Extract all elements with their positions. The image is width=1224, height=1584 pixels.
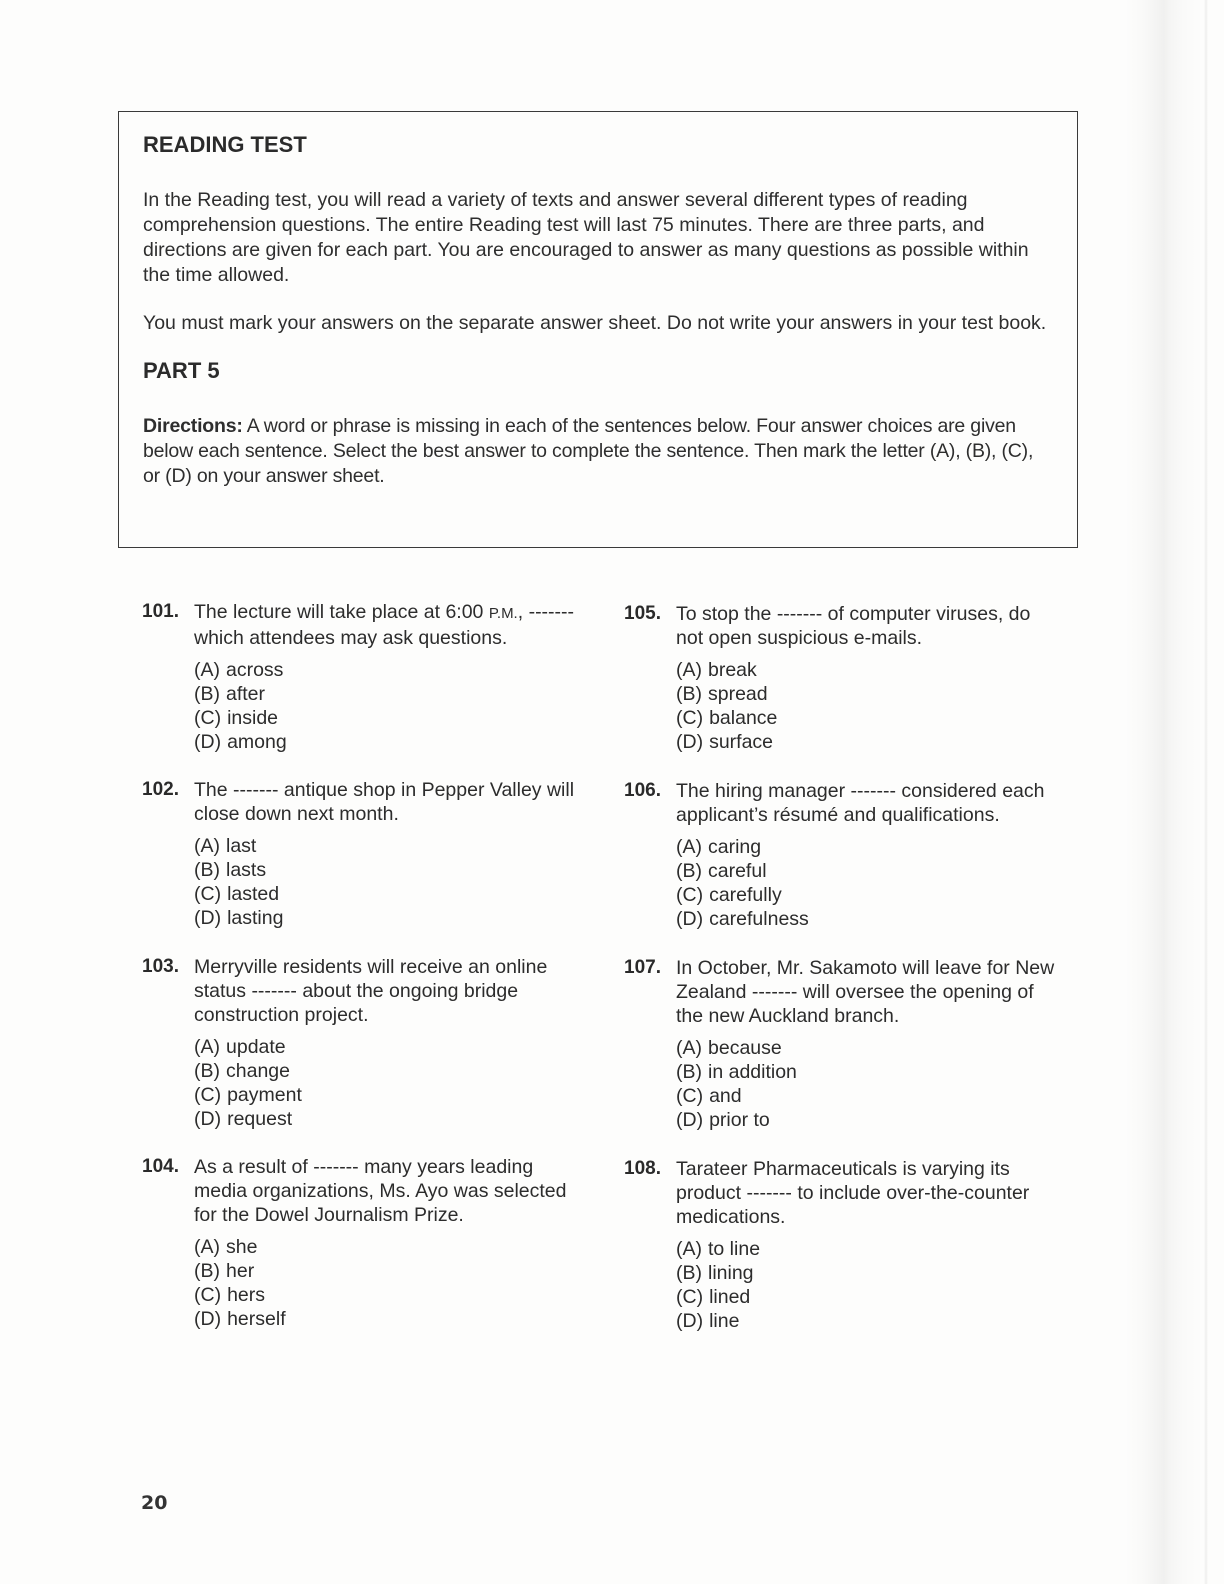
- answer-sheet-note: You must mark your answers on the separate answer sheet. Do not write your answers in your test book.: [143, 312, 1047, 334]
- option-d[interactable]: (D) lasting: [194, 907, 284, 929]
- option-d[interactable]: (D) surface: [676, 731, 774, 753]
- question-102: [140, 778, 580, 930]
- option-b[interactable]: (B) after: [194, 683, 266, 705]
- page-gutter-shadow: [1124, 0, 1224, 1584]
- question-number: 102.: [142, 779, 179, 800]
- answer-options: [194, 1035, 580, 1131]
- question-101: [140, 600, 580, 754]
- option-b[interactable]: (B) in addition: [676, 1061, 797, 1083]
- option-c[interactable]: (C) lined: [676, 1286, 751, 1308]
- part-title: PART 5: [143, 358, 220, 383]
- question-105: [622, 602, 1062, 754]
- directions-label: Directions:: [143, 415, 243, 437]
- directions: [143, 414, 1053, 489]
- question-103: [140, 955, 580, 1131]
- question-text: As a result of ------- many years leading media organizations, Ms. Ayo was selected for the Dowel Journalism Prize.: [194, 1156, 567, 1226]
- question-104: [140, 1155, 580, 1331]
- option-a[interactable]: (A) across: [194, 659, 284, 681]
- option-b[interactable]: (B) lining: [676, 1262, 754, 1284]
- answer-options: [194, 1235, 580, 1331]
- answer-options: [676, 1036, 1062, 1132]
- question-108: [622, 1157, 1062, 1333]
- option-a[interactable]: (A) caring: [676, 836, 762, 858]
- time-suffix: P.M.: [488, 605, 518, 622]
- answer-options: [676, 835, 1062, 931]
- option-a[interactable]: (A) because: [676, 1037, 782, 1059]
- page-number: 20: [141, 1492, 168, 1514]
- intro-paragraph: In the Reading test, you will read a variety of texts and answer several different types of reading comprehension questions. The entire Reading test will last 75 minutes. There are three parts, and directions are given for each part. You are encouraged to answer as many questions as possible within the time allowed.: [143, 189, 1029, 286]
- option-b[interactable]: (B) change: [194, 1060, 290, 1082]
- question-number: 107.: [624, 957, 661, 978]
- directions-text: A word or phrase is missing in each of the sentences below. Four answer choices are given below each sentence. Select the best answer to complete the sentence. Then mark the letter (A), (B), (C), or (D) on your answer sheet.: [143, 415, 1034, 487]
- option-c[interactable]: (C) hers: [194, 1284, 266, 1306]
- question-text: The ------- antique shop in Pepper Valley will close down next month.: [194, 779, 575, 825]
- question-number: 104.: [142, 1156, 179, 1177]
- option-d[interactable]: (D) among: [194, 731, 287, 753]
- option-d[interactable]: (D) request: [194, 1108, 293, 1130]
- question-number: 105.: [624, 603, 661, 624]
- option-c[interactable]: (C) inside: [194, 707, 279, 729]
- option-b[interactable]: (B) careful: [676, 860, 767, 882]
- option-b[interactable]: (B) lasts: [194, 859, 267, 881]
- option-d[interactable]: (D) carefulness: [676, 908, 809, 930]
- answer-options: [194, 658, 580, 754]
- option-a[interactable]: (A) break: [676, 659, 757, 681]
- question-text: The hiring manager ------- considered each applicant’s résumé and qualifications.: [676, 780, 1045, 826]
- answer-options: [676, 658, 1062, 754]
- question-106: [622, 779, 1062, 931]
- option-c[interactable]: (C) and: [676, 1085, 742, 1107]
- option-c[interactable]: (C) balance: [676, 707, 778, 729]
- question-number: 101.: [142, 601, 179, 622]
- option-d[interactable]: (D) herself: [194, 1308, 286, 1330]
- option-b[interactable]: (B) her: [194, 1260, 255, 1282]
- question-107: [622, 956, 1062, 1132]
- option-c[interactable]: (C) lasted: [194, 883, 280, 905]
- instructions-box: [118, 111, 1078, 548]
- question-text: In October, Mr. Sakamoto will leave for New Zealand ------- will oversee the opening of the new Auckland branch.: [676, 957, 1055, 1027]
- question-text: Tarateer Pharmaceuticals is varying its product ------- to include over-the-counter medications.: [676, 1158, 1030, 1228]
- question-number: 108.: [624, 1158, 661, 1179]
- question-text: To stop the ------- of computer viruses, do not open suspicious e-mails.: [676, 603, 1031, 649]
- answer-options: [676, 1237, 1062, 1333]
- question-text: The lecture will take place at 6:00 P.M., ------- which attendees may ask questions.: [194, 601, 575, 649]
- option-a[interactable]: (A) to line: [676, 1238, 761, 1260]
- option-a[interactable]: (A) she: [194, 1236, 258, 1258]
- option-a[interactable]: (A) update: [194, 1036, 286, 1058]
- question-number: 103.: [142, 956, 179, 977]
- question-number: 106.: [624, 780, 661, 801]
- section-title: READING TEST: [143, 132, 307, 157]
- option-d[interactable]: (D) prior to: [676, 1109, 770, 1131]
- option-c[interactable]: (C) carefully: [676, 884, 782, 906]
- option-b[interactable]: (B) spread: [676, 683, 768, 705]
- option-c[interactable]: (C) payment: [194, 1084, 302, 1106]
- option-a[interactable]: (A) last: [194, 835, 257, 857]
- option-d[interactable]: (D) line: [676, 1310, 740, 1332]
- answer-options: [194, 834, 580, 930]
- question-text: Merryville residents will receive an online status ------- about the ongoing bridge construction project.: [194, 956, 548, 1026]
